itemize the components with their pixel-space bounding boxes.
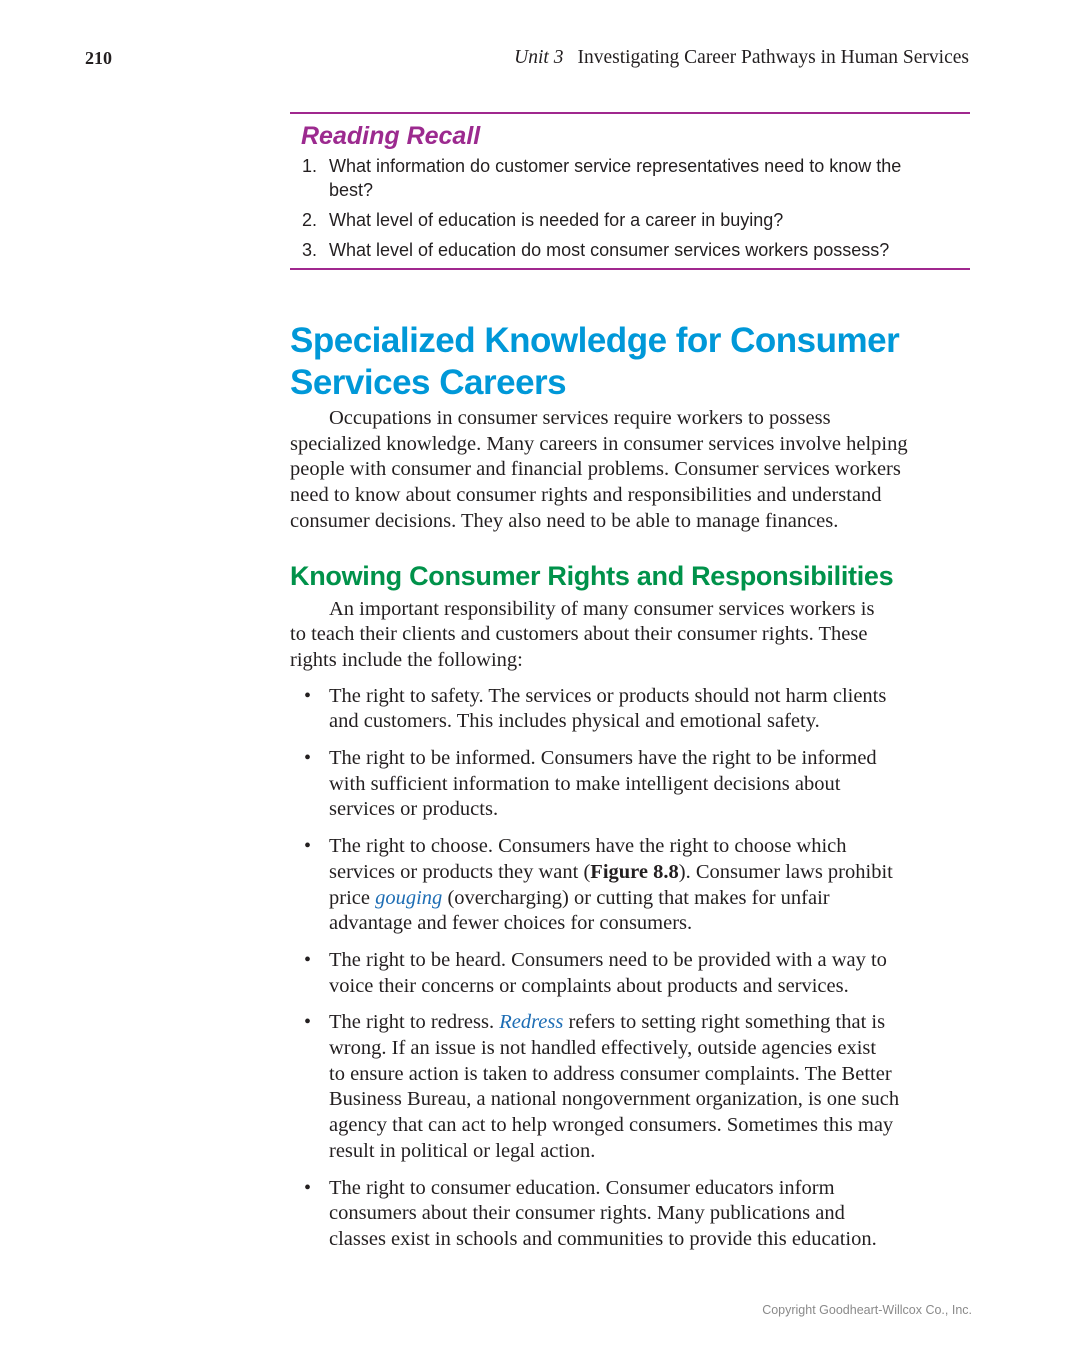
right-item xyxy=(290,834,980,937)
text-segment: classes exist in schools and communities to provide this education. xyxy=(329,1227,877,1250)
rights-list xyxy=(290,684,980,1253)
right-item xyxy=(290,1176,980,1253)
text-segment: consumers about their consumer rights. Many publications and xyxy=(329,1202,845,1225)
paragraph-line: Occupations in consumer services require workers to possess xyxy=(329,407,831,429)
recall-question xyxy=(290,154,970,202)
reading-recall-box xyxy=(290,112,970,270)
bullet-line xyxy=(329,1010,980,1036)
text-segment: The right to be informed. Consumers have the right to be informed xyxy=(329,747,877,770)
question-line: What information do customer service representatives need to know the xyxy=(329,156,902,176)
bullet-line xyxy=(329,1139,980,1165)
text-segment: The right to consumer education. Consumer educators inform xyxy=(329,1176,835,1199)
paragraph-line: rights include the following: xyxy=(290,648,523,671)
paragraph-line: specialized knowledge. Many careers in consumer services involve helping xyxy=(290,432,908,455)
copyright: Copyright Goodheart-Willcox Co., Inc. xyxy=(762,1303,972,1317)
question-number: 2. xyxy=(302,210,318,230)
paragraph-line: An important responsibility of many consumer services workers is xyxy=(329,597,875,620)
text-segment: refers to setting right something that is xyxy=(563,1011,886,1034)
recall-question xyxy=(290,238,970,262)
bullet-icon: • xyxy=(304,835,312,858)
text-segment: agency that can act to help wronged consumers. Sometimes this may xyxy=(329,1114,894,1137)
text-segment: and customers. This includes physical and emotional safety. xyxy=(329,710,820,733)
bullet-line xyxy=(329,1176,980,1202)
paragraph-line: consumer decisions. They also need to be able to manage finances. xyxy=(290,509,839,532)
figure-reference: Figure 8.8 xyxy=(590,860,679,883)
reading-recall-list xyxy=(290,154,970,262)
paragraph-line: people with consumer and financial problems. Consumer services workers xyxy=(290,458,901,481)
bullet-line xyxy=(329,974,980,1000)
running-header xyxy=(514,47,969,69)
question-number: 3. xyxy=(302,240,318,260)
bullet-icon: • xyxy=(304,948,312,971)
text-segment: with sufficient information to make intelligent decisions about xyxy=(329,772,841,795)
section-heading-line: Services Careers xyxy=(290,363,567,402)
recall-question xyxy=(290,208,970,232)
right-item xyxy=(290,684,980,735)
intro-paragraph xyxy=(290,406,980,535)
bullet-line xyxy=(329,746,980,772)
bullet-icon: • xyxy=(304,747,312,770)
text-segment: The right to choose. Consumers have the right to choose which xyxy=(329,835,847,858)
text-segment: The right to safety. The services or products should not harm clients xyxy=(329,684,887,707)
chapter-title: Investigating Career Pathways in Human Services xyxy=(577,47,969,68)
bullet-line xyxy=(329,1227,980,1253)
right-item xyxy=(290,948,980,999)
bullet-line xyxy=(329,834,980,860)
rights-paragraph xyxy=(290,597,980,674)
bullet-line xyxy=(329,911,980,937)
text-segment: price xyxy=(329,886,376,909)
question-number: 1. xyxy=(302,156,318,176)
bullet-line xyxy=(329,684,980,710)
bullet-line xyxy=(329,1201,980,1227)
bullet-line xyxy=(329,1113,980,1139)
section-heading-line: Specialized Knowledge for Consumer xyxy=(290,321,900,360)
bullet-line xyxy=(329,1036,980,1062)
text-segment: to ensure action is taken to address consumer complaints. The Better xyxy=(329,1062,892,1085)
bullet-line xyxy=(329,860,980,886)
bullet-icon: • xyxy=(304,1176,312,1199)
text-segment: The right to redress. xyxy=(329,1011,500,1034)
bullet-line xyxy=(329,772,980,798)
subsection-heading: Knowing Consumer Rights and Responsibilities xyxy=(290,560,894,591)
bullet-icon: • xyxy=(304,1011,312,1034)
reading-recall-title: Reading Recall xyxy=(301,122,481,150)
bullet-line xyxy=(329,886,980,912)
glossary-term: gouging xyxy=(375,886,443,909)
text-segment: services or products. xyxy=(329,798,499,821)
paragraph-line: need to know about consumer rights and responsibilities and understand xyxy=(290,484,882,507)
bullet-line xyxy=(329,797,980,823)
right-item xyxy=(290,746,980,823)
text-segment: The right to be heard. Consumers need to be provided with a way to xyxy=(329,948,887,971)
question-line: best? xyxy=(329,180,374,200)
right-item xyxy=(290,1010,980,1164)
paragraph-line: to teach their clients and customers about their consumer rights. These xyxy=(290,623,868,646)
bullet-line xyxy=(329,709,980,735)
bullet-icon: • xyxy=(304,684,312,707)
text-segment: Business Bureau, a national nongovernment organization, is one such xyxy=(329,1088,900,1111)
bullet-line xyxy=(329,948,980,974)
text-segment: (overcharging) or cutting that makes for unfair xyxy=(442,886,830,909)
text-segment: voice their concerns or complaints about products and services. xyxy=(329,974,849,997)
text-segment: services or products they want ( xyxy=(329,860,591,883)
question-line: What level of education is needed for a career in buying? xyxy=(329,210,784,230)
main-content xyxy=(290,320,980,1264)
text-segment: advantage and fewer choices for consumers. xyxy=(329,912,693,935)
bullet-line xyxy=(329,1062,980,1088)
unit-label: Unit 3 xyxy=(514,47,564,68)
section-heading xyxy=(290,320,980,404)
page-number: 210 xyxy=(85,48,112,68)
text-segment: result in political or legal action. xyxy=(329,1139,596,1162)
question-line: What level of education do most consumer services workers possess? xyxy=(329,240,890,260)
text-segment: wrong. If an issue is not handled effectively, outside agencies exist xyxy=(329,1037,877,1060)
glossary-term: Redress xyxy=(499,1011,564,1034)
text-segment: ). Consumer laws prohibit xyxy=(678,860,893,883)
bullet-line xyxy=(329,1087,980,1113)
